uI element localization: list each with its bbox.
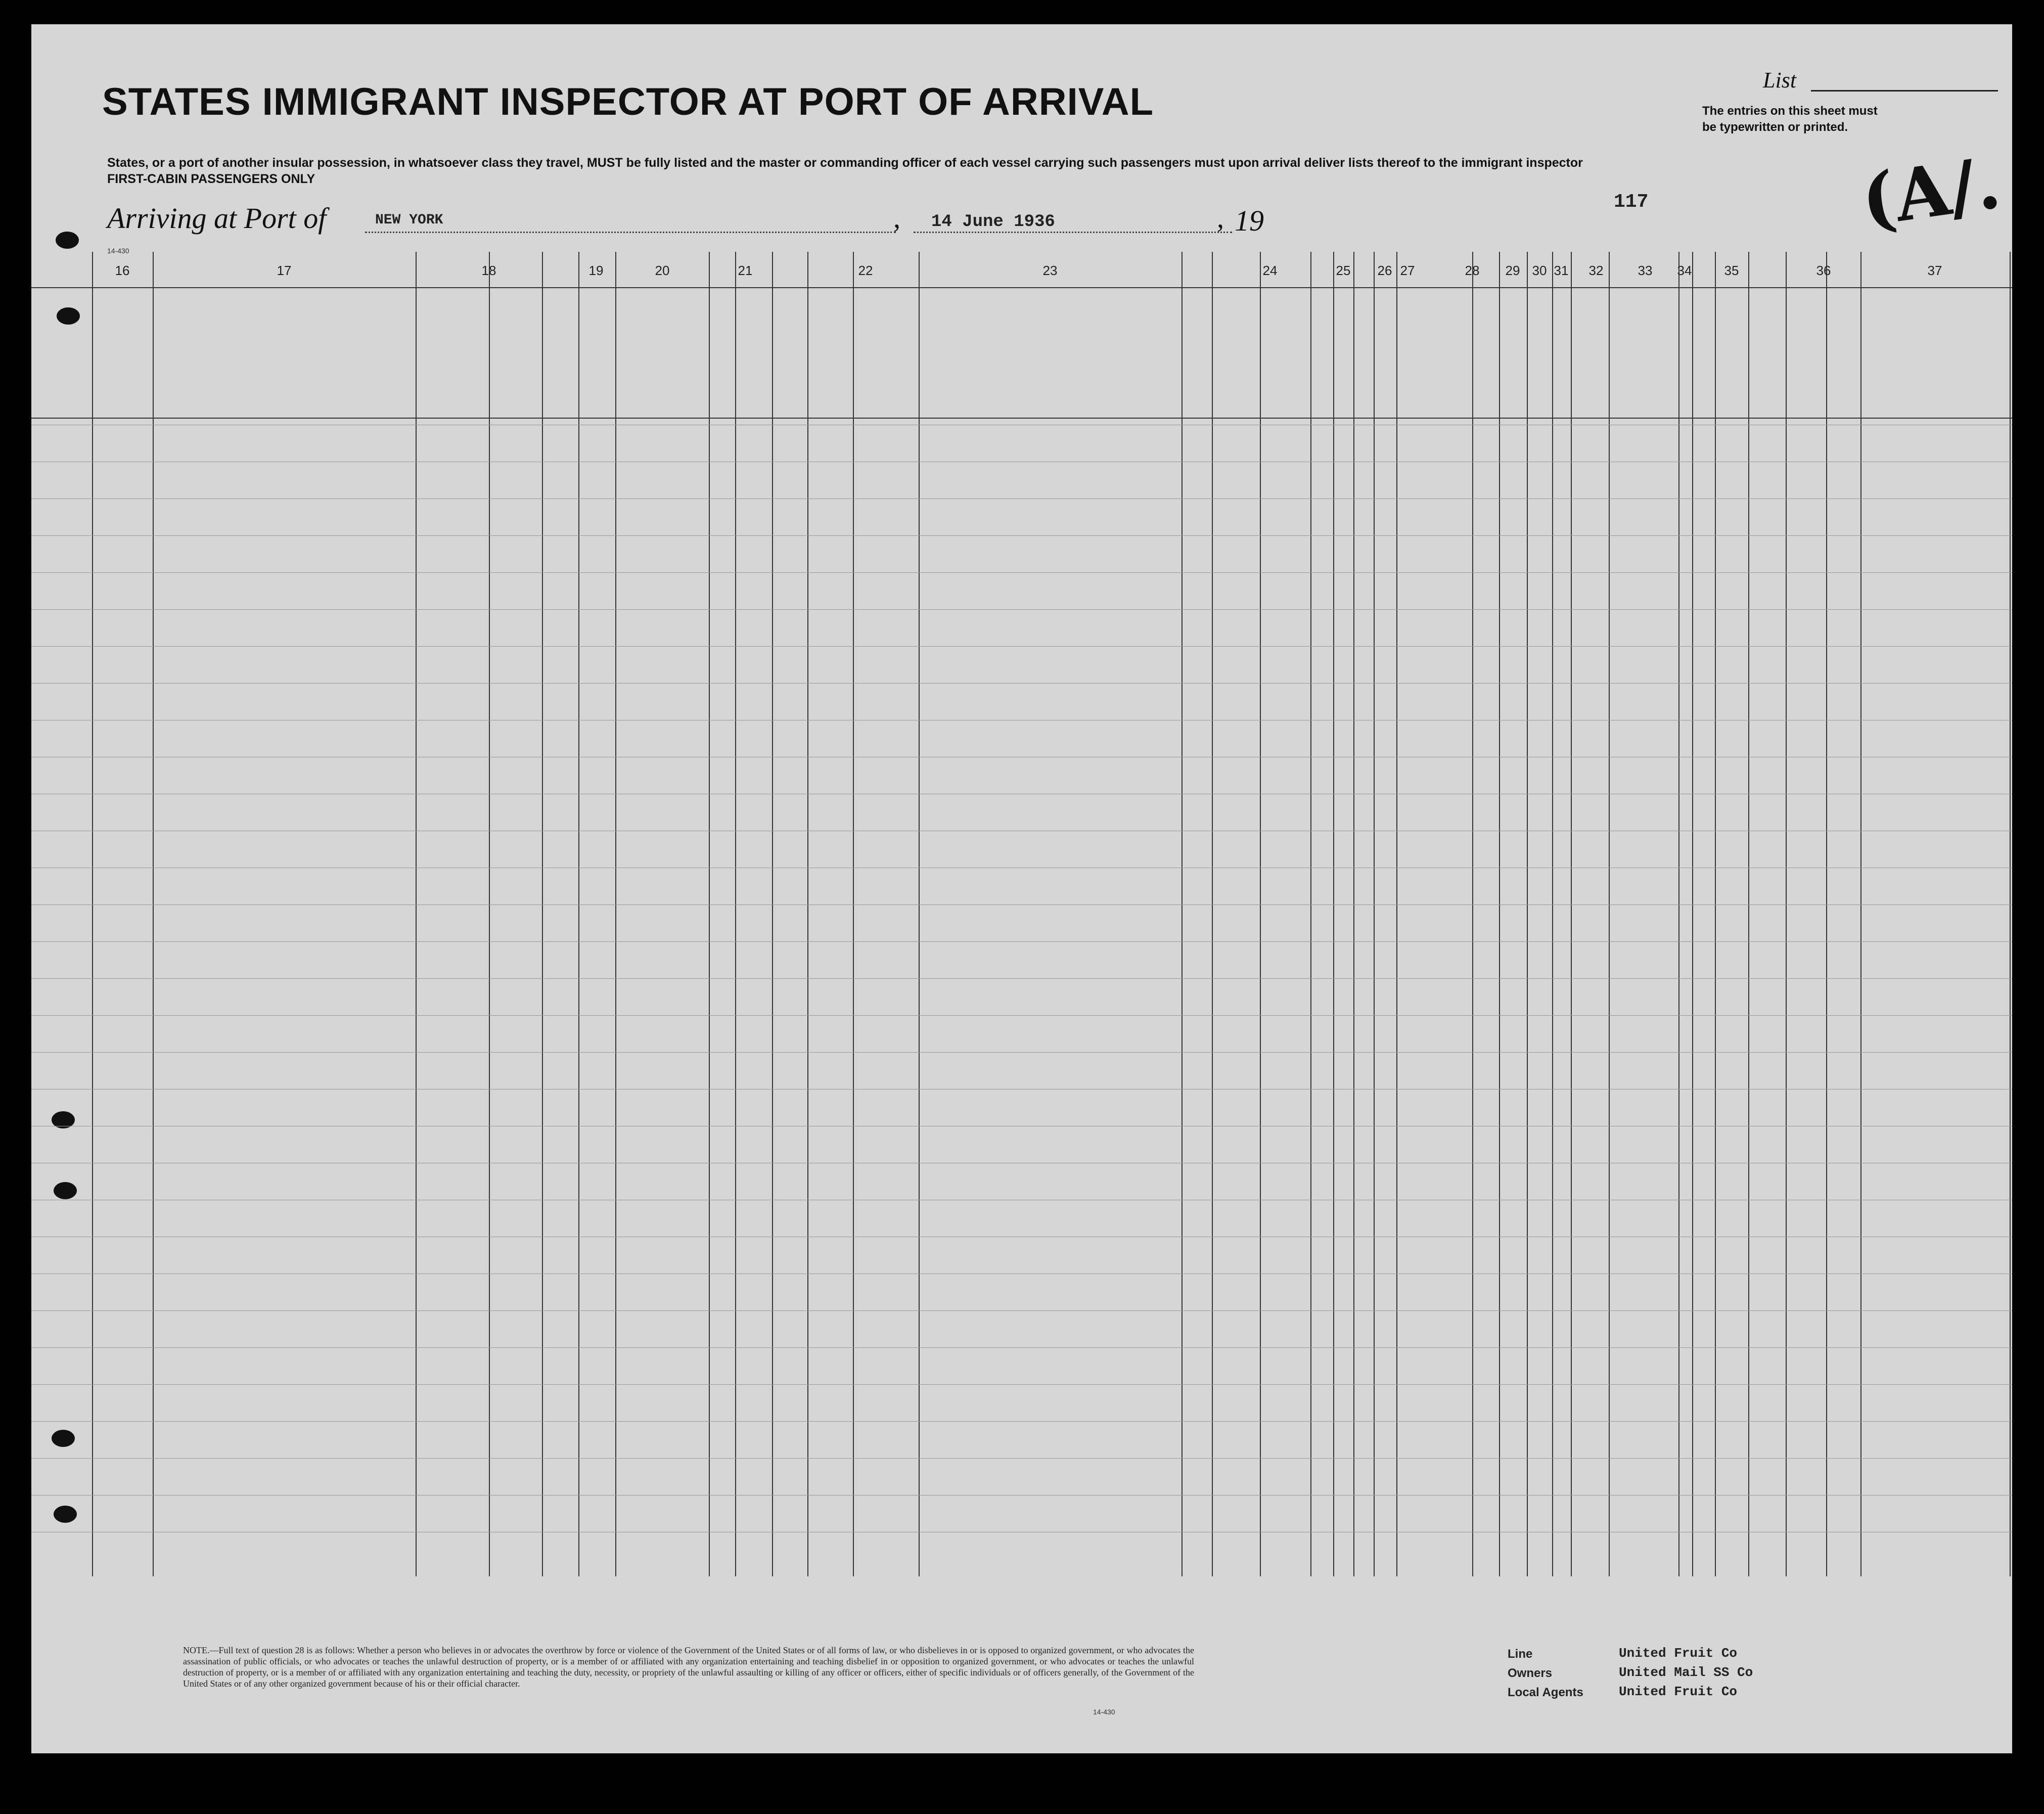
column-number: 31 [1554, 263, 1569, 278]
date-underline [914, 232, 1232, 233]
column-rule [1860, 252, 1861, 1576]
manifest-table [31, 252, 2012, 1576]
column-rule [1260, 252, 1261, 1576]
column-rule [1499, 252, 1500, 1576]
year-prefix: 19 [1235, 204, 1264, 237]
column-rule [1786, 252, 1787, 1576]
column-rule [1609, 252, 1610, 1576]
column-number: 27 [1400, 263, 1415, 278]
column-number: 19 [588, 263, 604, 278]
row-rule [31, 1458, 2012, 1459]
row-rule [31, 978, 2012, 979]
row-rule [31, 1089, 2012, 1090]
comma-separator: , [893, 203, 900, 234]
column-number: 23 [1042, 263, 1058, 278]
port-underline [365, 232, 896, 233]
sheet-number: 117 [1614, 191, 1649, 213]
column-number: 21 [738, 263, 753, 278]
column-rule [709, 252, 710, 1576]
column-rule [615, 252, 616, 1576]
comma-separator-2: , [1217, 203, 1224, 234]
typewritten-instruction: The entries on this sheet must [1702, 104, 1878, 118]
row-rule [31, 1347, 2012, 1348]
line-value: United Fruit Co [1619, 1646, 1738, 1661]
column-rule [1826, 252, 1827, 1576]
column-number: 37 [1927, 263, 1942, 278]
column-rule [1748, 252, 1749, 1576]
form-code-bottom: 14-430 [1093, 1708, 1115, 1716]
column-rule [92, 252, 93, 1576]
column-number: 18 [481, 263, 496, 278]
column-rule [1374, 252, 1375, 1576]
header-rule [31, 418, 2012, 419]
column-rule [919, 252, 920, 1576]
row-rule [31, 683, 2012, 684]
list-label: List [1763, 68, 1797, 93]
line-label: Line [1508, 1647, 1533, 1661]
column-rule [772, 252, 773, 1576]
column-number: 20 [655, 263, 670, 278]
page-title: STATES IMMIGRANT INSPECTOR AT PORT OF ARRIVAL [102, 80, 1154, 123]
row-rule [31, 1421, 2012, 1422]
column-rule [853, 252, 854, 1576]
column-number: 26 [1377, 263, 1392, 278]
column-rule [416, 252, 417, 1576]
column-number: 25 [1336, 263, 1351, 278]
column-number: 22 [858, 263, 873, 278]
column-rule [2010, 252, 2011, 1576]
footnote-question-28: NOTE.—Full text of question 28 is as follows: Whether a person who believes in or advocates the overthrow by force or violence of the Government of the United States or of all forms of law, or who disbelieves in or is opposed to organized government, or who advocates the assassination of public officials, or who advocates or teaches the unlawful destruction of property, or is a member of or affiliated with any organization entertaining and teaching disbelief in or opposition to organized government, or who advocates or teaches the unlawful destruction of property, or is a member of or affiliated with any organization entertaining and teaching the duty, necessity, or propriety of the unlawful assaulting or killing of any officer or officers, either of specific individuals or of officers generally, of the Government of the United States or of any other organized government because of his or their official character. [183, 1645, 1194, 1689]
arriving-label: Arriving at Port of [107, 202, 327, 235]
column-number: 16 [115, 263, 130, 278]
row-rule [31, 1384, 2012, 1385]
column-number: 24 [1262, 263, 1278, 278]
column-rule [1715, 252, 1716, 1576]
column-number: 29 [1505, 263, 1520, 278]
column-rule [1692, 252, 1693, 1576]
column-rule [1678, 252, 1679, 1576]
local-agents-value: United Fruit Co [1619, 1684, 1738, 1699]
row-rule [31, 904, 2012, 905]
column-rule [1353, 252, 1354, 1576]
column-rule [578, 252, 579, 1576]
column-number: 34 [1677, 263, 1692, 278]
column-number: 32 [1588, 263, 1604, 278]
column-number: 36 [1816, 263, 1831, 278]
column-rule [1310, 252, 1311, 1576]
column-rule [1182, 252, 1183, 1576]
column-rule [153, 252, 154, 1576]
column-number: 30 [1532, 263, 1547, 278]
column-number: 28 [1465, 263, 1480, 278]
form-code-top: 14-430 [107, 247, 129, 255]
column-rule [1212, 252, 1213, 1576]
owners-value: United Mail SS Co [1619, 1665, 1753, 1680]
list-number-line [1811, 90, 1998, 92]
header-class-line: FIRST-CABIN PASSENGERS ONLY [107, 172, 315, 186]
row-rule [31, 498, 2012, 499]
column-rule [1571, 252, 1572, 1576]
column-number: 33 [1638, 263, 1653, 278]
column-number: 17 [277, 263, 292, 278]
column-number: 35 [1724, 263, 1739, 278]
row-rule [31, 572, 2012, 573]
local-agents-label: Local Agents [1508, 1686, 1583, 1699]
row-rule [31, 535, 2012, 536]
row-rule [31, 609, 2012, 610]
row-rule [31, 1015, 2012, 1016]
typewritten-instruction-2: be typewritten or printed. [1702, 120, 1848, 134]
punch-hole [56, 232, 79, 249]
row-rule [31, 1310, 2012, 1311]
arrival-date: 14 June 1936 [931, 212, 1055, 232]
owners-label: Owners [1508, 1666, 1553, 1680]
column-rule [1396, 252, 1397, 1576]
column-rule [1552, 252, 1553, 1576]
column-rule [489, 252, 490, 1576]
row-rule [31, 1052, 2012, 1053]
row-rule [31, 646, 2012, 647]
header-rule [31, 287, 2012, 288]
column-rule [1472, 252, 1473, 1576]
row-rule [31, 941, 2012, 942]
column-rule [542, 252, 543, 1576]
column-rule [735, 252, 736, 1576]
column-rule [1333, 252, 1334, 1576]
manifest-sheet [31, 24, 2012, 1753]
handwritten-sheet-mark: (A/. [1856, 141, 2006, 243]
port-value: NEW YORK [375, 212, 443, 228]
column-rule [807, 252, 808, 1576]
header-instruction-line: States, or a port of another insular possession, in whatsoever class they travel, MUST be fully listed and the master or commanding officer of each vessel carrying such passengers must upon arrival deliver lists thereof to the immigrant inspector [107, 156, 1583, 170]
column-rule [1527, 252, 1528, 1576]
